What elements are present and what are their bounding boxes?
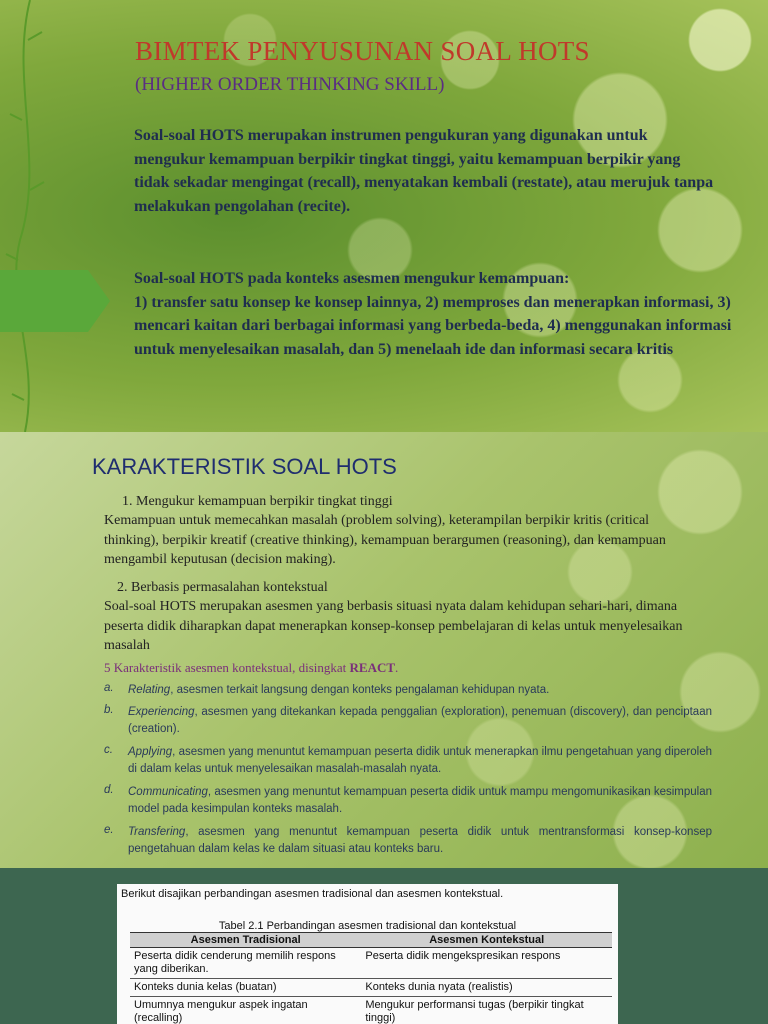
column-header: Asesmen Tradisional <box>130 933 361 948</box>
slide-subtitle: (HIGHER ORDER THINKING SKILL) <box>135 74 445 95</box>
comparison-table <box>130 932 612 1024</box>
slide-3 <box>0 868 768 1024</box>
table-cell: Mengukur performansi tugas (berpikir tingkat tinggi) <box>361 997 612 1024</box>
react-heading: 5 Karakteristik asesmen kontekstual, disingkat REACT. <box>104 660 399 675</box>
document-excerpt <box>117 884 618 1024</box>
list-item: b. Experiencing, asesmen yang ditekankan kepada penggalian (exploration), penemuan (discovery), dan penciptaan (creation). <box>104 704 712 735</box>
item-text-2: Soal-soal HOTS merupakan asesmen yang berbasis situasi nyata dalam kehidupan sehari-hari, dimana peserta didik diharapkan dapat menerapkan konsep-konsep pembelajaran di kelas untuk menyelesaikan masalah <box>104 599 683 653</box>
item-heading-2: 2. Berbasis permasalahan kontekstual <box>117 580 328 595</box>
slide-title: BIMTEK PENYUSUNAN SOAL HOTS <box>135 36 590 66</box>
table-caption: Tabel 2.1 Perbandingan asesmen tradisional dan kontekstual <box>218 920 517 932</box>
table-cell: Konteks dunia kelas (buatan) <box>130 979 361 997</box>
table-row <box>130 979 612 997</box>
slide-title: KARAKTERISTIK SOAL HOTS <box>92 454 397 479</box>
arrow-shape <box>0 270 110 332</box>
react-acronym: REACT <box>349 660 396 675</box>
table-row <box>130 997 612 1024</box>
vine-decoration <box>0 0 60 432</box>
table-row <box>130 948 612 979</box>
list-item: d. Communicating, asesmen yang menuntut kemampuan peserta didik untuk mampu mengomunikasikan kesimpulan model pada kesimpulan konteks masalah. <box>104 784 712 815</box>
slide-2 <box>0 432 768 868</box>
slide-1 <box>0 0 768 432</box>
table-cell: Peserta didik mengekspresikan respons <box>361 948 612 979</box>
item-heading-1: 1. Mengukur kemampuan berpikir tingkat tinggi <box>122 494 393 509</box>
item-text-1: Kemampuan untuk memecahkan masalah (problem solving), keterampilan berpikir kritis (critical thinking), berpikir kreatif (creative thinking), kemampuan berargumen (reasoning), dan kemampuan mengambil keputusan (decision making). <box>104 513 666 567</box>
paragraph-abilities <box>134 267 734 361</box>
list-item: e. Transfering, asesmen yang menuntut kemampuan peserta didik untuk mentransformasi konsep-konsep pengetahuan dalam kelas ke dalam situasi atau konteks baru. <box>104 824 712 855</box>
table-header-row <box>130 933 612 948</box>
list-item: a. Relating, asesmen terkait langsung dengan konteks pengalaman kehidupan nyata. <box>104 682 550 696</box>
paragraph-abilities-intro: Soal-soal HOTS pada konteks asesmen mengukur kemampuan: <box>134 270 570 287</box>
intro-text: Berikut disajikan perbandingan asesmen tradisional dan asesmen kontekstual. <box>121 888 504 900</box>
table-cell: Konteks dunia nyata (realistis) <box>361 979 612 997</box>
paragraph-definition: Soal-soal HOTS merupakan instrumen pengukuran yang digunakan untuk mengukur kemampuan berpikir tingkat tinggi, yaitu kemampuan berpikir yang tidak sekadar mengingat (recall), menyatakan kembali (restate), atau merujuk tanpa melakukan pengolahan (recite). <box>134 127 714 215</box>
table-cell: Peserta didik cenderung memilih respons yang diberikan. <box>130 948 361 979</box>
column-header: Asesmen Kontekstual <box>361 933 612 948</box>
table-cell: Umumnya mengukur aspek ingatan (recalling) <box>130 997 361 1024</box>
list-item: c. Applying, asesmen yang menuntut kemampuan peserta didik untuk menerapkan ilmu pengetahuan yang diperoleh di dalam kelas untuk menyelesaikan masalah-masalah nyata. <box>104 744 712 775</box>
paragraph-abilities-list: 1) transfer satu konsep ke konsep lainnya, 2) memproses dan menerapkan informasi, 3) mencari kaitan dari berbagai informasi yang berbeda-beda, 4) menggunakan informasi untuk menyelesaikan masalah, dan 5) menelaah ide dan informasi secara kritis <box>134 293 732 358</box>
